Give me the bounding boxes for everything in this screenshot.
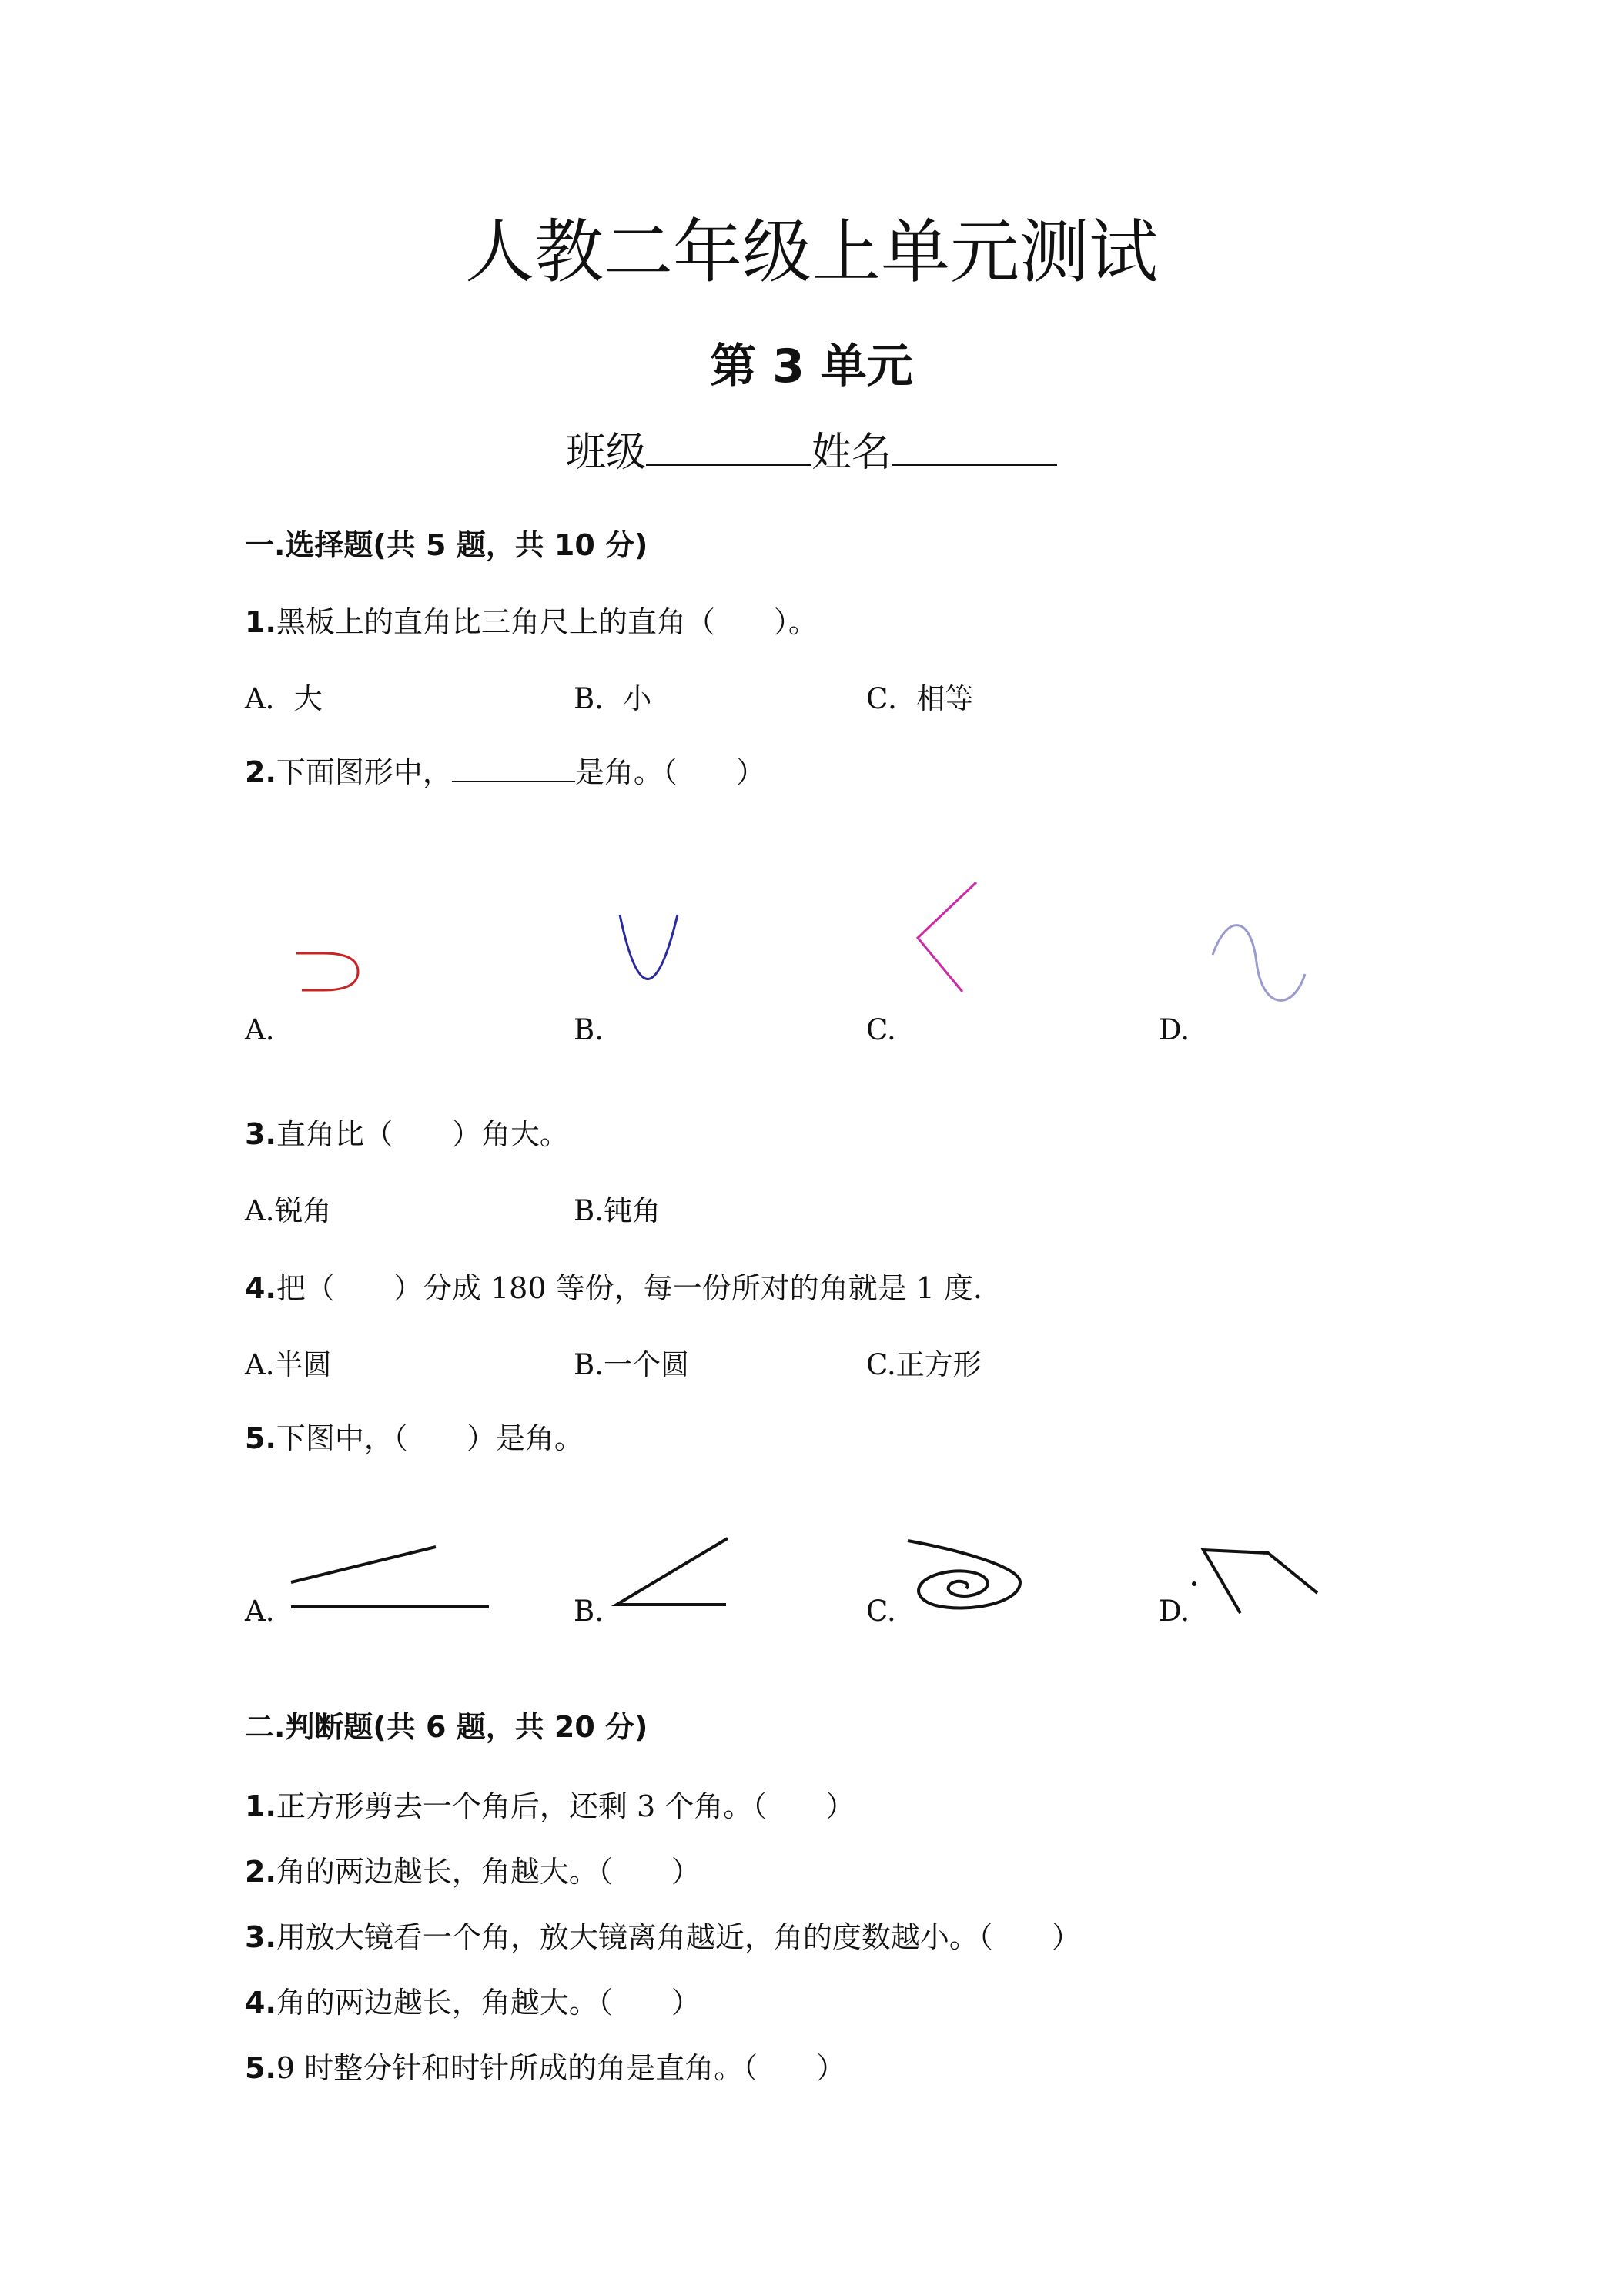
q3-stem: 直角比（ ）角大。 <box>276 1117 569 1151</box>
judge-item-number: 1. <box>245 1789 276 1823</box>
judge-item <box>245 1785 855 1828</box>
q5-text <box>245 1417 584 1460</box>
q2-option-d[interactable]: D. <box>1159 1013 1190 1046</box>
judge-item-text: 用放大镜看一个角，放大镜离角越近，角的度数越小。（ ） <box>276 1920 1081 1954</box>
q5-figure-b-angle <box>612 1532 735 1613</box>
judge-item <box>245 1916 1081 1959</box>
q5-figure-d-open-shape <box>1190 1536 1324 1617</box>
q3-option-a[interactable]: A.锐角 <box>245 1194 332 1227</box>
q4-stem: 把（ ）分成 180 等份，每一份所对的角就是 1 度. <box>276 1271 982 1305</box>
judge-item <box>245 1981 701 2024</box>
class-name-line <box>0 423 1623 482</box>
q4-option-a[interactable]: A.半圆 <box>245 1348 332 1381</box>
judge-item <box>245 2047 845 2090</box>
q2-figure-d-wave <box>1209 920 1313 1012</box>
judge-item-number: 4. <box>245 1986 276 2020</box>
q2-number: 2. <box>245 755 276 789</box>
page-title: 人教二年级上单元测试 <box>465 212 1158 293</box>
class-blank[interactable] <box>646 425 812 466</box>
q5-option-c[interactable]: C. <box>866 1595 896 1628</box>
q2-figure-a-curve <box>293 939 370 993</box>
q1-option-b[interactable]: B．小 <box>574 682 652 715</box>
q2-figure-b-curve <box>612 909 689 993</box>
q2-blank[interactable] <box>452 753 575 782</box>
q5-number: 5. <box>245 1421 276 1455</box>
q1-text <box>245 601 818 644</box>
judge-item-text: 角的两边越长，角越大。（ ） <box>276 1855 701 1889</box>
q1-number: 1. <box>245 605 276 639</box>
q1-option-a[interactable]: A．大 <box>245 682 323 715</box>
q1-option-c[interactable]: C．相等 <box>866 682 974 715</box>
q2-option-b[interactable]: B. <box>574 1013 604 1046</box>
q5-option-a[interactable]: A. <box>245 1595 275 1628</box>
name-blank[interactable] <box>892 425 1057 466</box>
q2-option-c[interactable]: C. <box>866 1013 896 1046</box>
class-label: 班级 <box>565 430 646 476</box>
q3-number: 3. <box>245 1117 276 1151</box>
q4-option-b[interactable]: B.一个圆 <box>574 1348 689 1381</box>
judge-item-number: 5. <box>245 2051 276 2085</box>
q4-option-c[interactable]: C.正方形 <box>866 1348 982 1381</box>
q2-figure-c-angle <box>909 878 986 997</box>
q4-text <box>245 1267 982 1310</box>
q3-option-b[interactable]: B.钝角 <box>574 1194 661 1227</box>
q2-option-a[interactable]: A. <box>245 1013 275 1046</box>
name-label: 姓名 <box>812 430 892 476</box>
judge-item-number: 3. <box>245 1920 276 1954</box>
section1-heading: 一.选择题(共 5 题，共 10 分) <box>245 528 648 562</box>
q5-option-b[interactable]: B. <box>574 1595 604 1628</box>
q5-option-d[interactable]: D. <box>1159 1595 1190 1628</box>
q2-stem-b: 是角。（ ） <box>574 755 765 789</box>
judge-item-text: 正方形剪去一个角后，还剩 3 个角。（ ） <box>276 1789 855 1823</box>
section2-heading: 二.判断题(共 6 题，共 20 分) <box>245 1710 648 1744</box>
q5-figure-c-spiral <box>905 1536 1028 1617</box>
judge-item-number: 2. <box>245 1855 276 1889</box>
q5-figure-a-lines <box>285 1536 497 1613</box>
q5-stem: 下图中，（ ）是角。 <box>276 1421 584 1455</box>
unit-subtitle: 第 3 单元 <box>710 340 913 393</box>
judge-item-text: 9 时整分针和时针所成的角是直角。（ ） <box>276 2051 846 2085</box>
q3-text <box>245 1113 569 1156</box>
judge-item-text: 角的两边越长，角越大。（ ） <box>276 1986 701 2020</box>
q1-stem: 黑板上的直角比三角尺上的直角（ ）。 <box>276 605 818 639</box>
q2-stem-a: 下面图形中， <box>276 755 452 789</box>
judge-item <box>245 1850 701 1893</box>
q2-text <box>245 751 765 794</box>
q4-number: 4. <box>245 1271 276 1305</box>
